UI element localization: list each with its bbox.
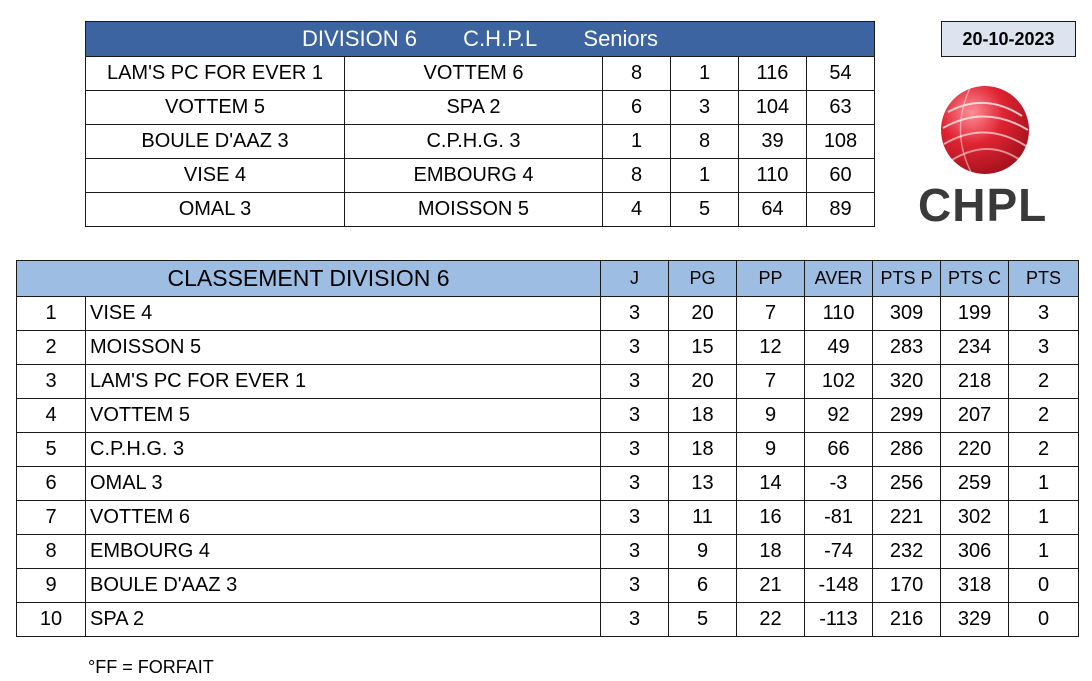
points-against: 259 [941,467,1009,501]
team-name: VOTTEM 5 [86,399,601,433]
games-won: 15 [669,331,737,365]
match-row [86,91,875,125]
category-label: Seniors [583,26,658,51]
games-won: 20 [669,365,737,399]
rank: 8 [17,535,86,569]
points-against: 329 [941,603,1009,637]
home-games: 8 [603,57,671,91]
games-lost: 12 [737,331,805,365]
average: 110 [805,297,873,331]
forfait-footnote: °FF = FORFAIT [88,657,214,677]
games-won: 20 [669,297,737,331]
points-for: 299 [873,399,941,433]
points-against: 218 [941,365,1009,399]
away-games: 1 [671,57,739,91]
points-against: 220 [941,433,1009,467]
games-won: 9 [669,535,737,569]
away-games: 5 [671,193,739,227]
results-table [85,21,875,227]
rank: 1 [17,297,86,331]
away-points: 89 [807,193,875,227]
games-lost: 9 [737,399,805,433]
away-games: 8 [671,125,739,159]
games-won: 18 [669,433,737,467]
points-for: 170 [873,569,941,603]
games-lost: 9 [737,433,805,467]
points: 1 [1009,535,1079,569]
col-header-pts: PTS [1009,261,1079,297]
standings-row [17,569,1079,603]
match-row [86,125,875,159]
points-against: 302 [941,501,1009,535]
points-against: 199 [941,297,1009,331]
points-for: 320 [873,365,941,399]
standings-row [17,535,1079,569]
average: -148 [805,569,873,603]
points-for: 286 [873,433,941,467]
average: -81 [805,501,873,535]
home-games: 4 [603,193,671,227]
team-name: BOULE D'AAZ 3 [86,569,601,603]
games-won: 5 [669,603,737,637]
points-for: 283 [873,331,941,365]
average: -3 [805,467,873,501]
played: 3 [601,365,669,399]
away-team: EMBOURG 4 [345,159,603,193]
league-label: C.H.P.L [463,26,538,51]
played: 3 [601,433,669,467]
col-header-pg: PG [669,261,737,297]
away-team: VOTTEM 6 [345,57,603,91]
average: 49 [805,331,873,365]
home-points: 39 [739,125,807,159]
away-points: 54 [807,57,875,91]
home-points: 110 [739,159,807,193]
rank: 5 [17,433,86,467]
standings-row [17,433,1079,467]
col-header-pp: PP [737,261,805,297]
standings-row [17,365,1079,399]
home-team: OMAL 3 [86,193,345,227]
col-header-ptsp: PTS P [873,261,941,297]
games-lost: 21 [737,569,805,603]
average: -113 [805,603,873,637]
standings-row [17,297,1079,331]
played: 3 [601,297,669,331]
average: 66 [805,433,873,467]
games-lost: 7 [737,365,805,399]
points-for: 216 [873,603,941,637]
average: -74 [805,535,873,569]
played: 3 [601,331,669,365]
rank: 7 [17,501,86,535]
team-name: MOISSON 5 [86,331,601,365]
logo-text: CHPL [918,179,1048,231]
home-points: 104 [739,91,807,125]
away-team: MOISSON 5 [345,193,603,227]
home-team: VOTTEM 5 [86,91,345,125]
team-name: VOTTEM 6 [86,501,601,535]
home-team: LAM'S PC FOR EVER 1 [86,57,345,91]
points: 3 [1009,297,1079,331]
played: 3 [601,569,669,603]
games-won: 13 [669,467,737,501]
away-team: SPA 2 [345,91,603,125]
games-won: 6 [669,569,737,603]
rank: 6 [17,467,86,501]
points: 0 [1009,603,1079,637]
points-for: 221 [873,501,941,535]
home-points: 64 [739,193,807,227]
standings-row [17,331,1079,365]
division-label: DIVISION 6 [302,26,417,51]
results-header [86,22,875,57]
points: 1 [1009,501,1079,535]
team-name: SPA 2 [86,603,601,637]
rank: 3 [17,365,86,399]
team-name: LAM'S PC FOR EVER 1 [86,365,601,399]
home-games: 1 [603,125,671,159]
played: 3 [601,603,669,637]
team-name: EMBOURG 4 [86,535,601,569]
home-games: 8 [603,159,671,193]
match-row [86,159,875,193]
games-lost: 16 [737,501,805,535]
standings-row [17,467,1079,501]
points: 2 [1009,365,1079,399]
standings-row [17,603,1079,637]
away-games: 3 [671,91,739,125]
played: 3 [601,535,669,569]
played: 3 [601,501,669,535]
points-for: 232 [873,535,941,569]
played: 3 [601,399,669,433]
team-name: VISE 4 [86,297,601,331]
points: 3 [1009,331,1079,365]
games-lost: 18 [737,535,805,569]
col-header-ptsc: PTS C [941,261,1009,297]
standings-row [17,399,1079,433]
standings-row [17,501,1079,535]
col-header-j: J [601,261,669,297]
points-against: 207 [941,399,1009,433]
home-team: BOULE D'AAZ 3 [86,125,345,159]
match-row [86,193,875,227]
away-team: C.P.H.G. 3 [345,125,603,159]
average: 92 [805,399,873,433]
points: 1 [1009,467,1079,501]
points-against: 306 [941,535,1009,569]
played: 3 [601,467,669,501]
rank: 9 [17,569,86,603]
points: 2 [1009,433,1079,467]
away-points: 63 [807,91,875,125]
points: 2 [1009,399,1079,433]
home-points: 116 [739,57,807,91]
date-badge: 20-10-2023 [941,21,1076,57]
home-team: VISE 4 [86,159,345,193]
games-won: 18 [669,399,737,433]
games-lost: 7 [737,297,805,331]
team-name: C.P.H.G. 3 [86,433,601,467]
col-header-aver: AVER [805,261,873,297]
match-row [86,57,875,91]
points-against: 234 [941,331,1009,365]
points-for: 256 [873,467,941,501]
away-points: 60 [807,159,875,193]
away-games: 1 [671,159,739,193]
standings-header-row [17,261,1079,297]
points-against: 318 [941,569,1009,603]
rank: 2 [17,331,86,365]
games-lost: 14 [737,467,805,501]
points: 0 [1009,569,1079,603]
rank: 4 [17,399,86,433]
points-for: 309 [873,297,941,331]
home-games: 6 [603,91,671,125]
results-header-row [86,22,875,57]
games-won: 11 [669,501,737,535]
average: 102 [805,365,873,399]
standings-title: CLASSEMENT DIVISION 6 [17,261,601,297]
standings-table [16,260,1079,637]
away-points: 108 [807,125,875,159]
rank: 10 [17,603,86,637]
games-lost: 22 [737,603,805,637]
team-name: OMAL 3 [86,467,601,501]
